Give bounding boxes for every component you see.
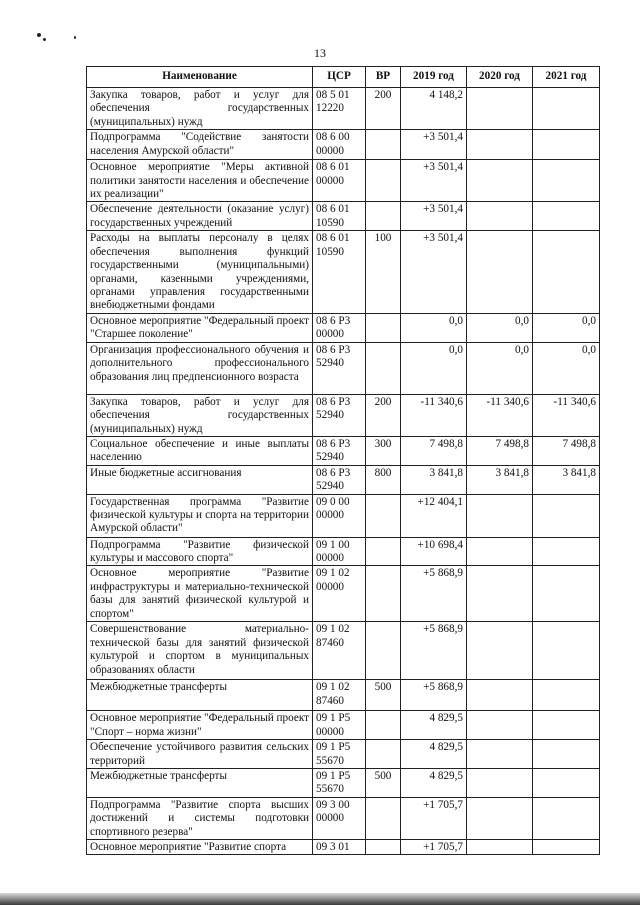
cell-2021: 0,0 xyxy=(533,342,600,394)
cell-2020 xyxy=(467,566,533,622)
cell-csr: 09 1 02 87460 xyxy=(313,680,366,711)
column-header-2020: 2020 год xyxy=(467,67,533,88)
cell-name: Обеспечение деятельности (оказание услуг) государственных учреждений xyxy=(87,202,313,231)
table-row xyxy=(87,537,600,566)
cell-vr xyxy=(366,840,401,855)
cell-2020 xyxy=(467,797,533,839)
cell-2021 xyxy=(533,202,600,231)
cell-2020: 3 841,8 xyxy=(467,465,533,494)
cell-2021 xyxy=(533,231,600,313)
cell-2021 xyxy=(533,160,600,202)
cell-2020 xyxy=(467,768,533,797)
table-row xyxy=(87,130,600,160)
cell-name: Основное мероприятие "Федеральный проект "Старшее поколение" xyxy=(87,313,313,342)
cell-vr xyxy=(366,313,401,342)
cell-csr: 08 6 01 10590 xyxy=(313,202,366,231)
cell-2021 xyxy=(533,622,600,680)
cell-2021 xyxy=(533,537,600,566)
cell-2019: 4 148,2 xyxy=(401,88,467,130)
scan-bottom-edge xyxy=(0,893,640,905)
cell-2019: -11 340,6 xyxy=(401,394,467,436)
cell-csr: 09 1 02 00000 xyxy=(313,566,366,622)
cell-vr: 200 xyxy=(366,88,401,130)
cell-csr: 08 6 P3 52940 xyxy=(313,465,366,494)
cell-name: Межбюджетные трансферты xyxy=(87,768,313,797)
table-row xyxy=(87,494,600,537)
cell-2021 xyxy=(533,711,600,740)
table-row xyxy=(87,231,600,313)
column-header-name: Наименование xyxy=(87,67,313,88)
cell-vr xyxy=(366,740,401,769)
cell-vr xyxy=(366,537,401,566)
cell-csr: 09 0 00 00000 xyxy=(313,494,366,537)
cell-vr xyxy=(366,342,401,394)
cell-name: Закупка товаров, работ и услуг для обеспечения государственных (муниципальных) нужд xyxy=(87,88,313,130)
cell-csr: 08 6 01 10590 xyxy=(313,231,366,313)
cell-csr: 09 1 P5 55670 xyxy=(313,768,366,797)
cell-name: Подпрограмма "Развитие физической культуры и массового спорта" xyxy=(87,537,313,566)
cell-csr: 09 1 02 87460 xyxy=(313,622,366,680)
cell-vr: 500 xyxy=(366,680,401,711)
cell-2021: 0,0 xyxy=(533,313,600,342)
cell-2021 xyxy=(533,768,600,797)
page-number: 13 xyxy=(314,46,326,60)
cell-vr xyxy=(366,566,401,622)
table-row xyxy=(87,768,600,797)
cell-vr xyxy=(366,202,401,231)
cell-2020 xyxy=(467,740,533,769)
cell-2021 xyxy=(533,797,600,839)
cell-vr: 800 xyxy=(366,465,401,494)
cell-csr: 08 6 P3 52940 xyxy=(313,342,366,394)
cell-name: Закупка товаров, работ и услуг для обеспечения государственных (муниципальных) нужд xyxy=(87,394,313,436)
cell-csr: 08 6 01 00000 xyxy=(313,160,366,202)
cell-vr xyxy=(366,494,401,537)
table-row xyxy=(87,160,600,202)
cell-2019: +5 868,9 xyxy=(401,622,467,680)
cell-vr: 100 xyxy=(366,231,401,313)
cell-csr: 09 3 00 00000 xyxy=(313,797,366,839)
column-header-2019: 2019 год xyxy=(401,67,467,88)
cell-2020 xyxy=(467,711,533,740)
cell-csr: 09 3 01 xyxy=(313,840,366,855)
cell-2020 xyxy=(467,88,533,130)
cell-2020 xyxy=(467,537,533,566)
cell-vr xyxy=(366,130,401,160)
cell-vr xyxy=(366,622,401,680)
cell-2019: +1 705,7 xyxy=(401,797,467,839)
cell-2019: +1 705,7 xyxy=(401,840,467,855)
cell-name: Основное мероприятие "Федеральный проект "Спорт – норма жизни" xyxy=(87,711,313,740)
table-header-row xyxy=(87,67,600,88)
cell-name: Совершенствование материально-технической базы для занятий физической культурой и спортом в муниципальных образованиях области xyxy=(87,622,313,680)
cell-csr: 08 6 P3 52940 xyxy=(313,394,366,436)
cell-name: Государственная программа "Развитие физической культуры и спорта на территории Амурской области" xyxy=(87,494,313,537)
column-header-csr: ЦСР xyxy=(313,67,366,88)
cell-2020 xyxy=(467,494,533,537)
cell-vr: 500 xyxy=(366,768,401,797)
table-row xyxy=(87,465,600,494)
cell-2019: +3 501,4 xyxy=(401,231,467,313)
cell-2021 xyxy=(533,88,600,130)
cell-2019: +5 868,9 xyxy=(401,566,467,622)
table-body xyxy=(87,88,600,855)
cell-2019: +10 698,4 xyxy=(401,537,467,566)
cell-csr: 09 1 P5 55670 xyxy=(313,740,366,769)
cell-2020: 0,0 xyxy=(467,313,533,342)
table-row xyxy=(87,797,600,839)
table-row xyxy=(87,740,600,769)
cell-csr: 08 6 P3 00000 xyxy=(313,313,366,342)
cell-2019: 0,0 xyxy=(401,313,467,342)
cell-2020: 7 498,8 xyxy=(467,436,533,465)
scan-speck xyxy=(74,36,76,39)
cell-2020 xyxy=(467,840,533,855)
cell-name: Обеспечение устойчивого развития сельских территорий xyxy=(87,740,313,769)
cell-vr: 300 xyxy=(366,436,401,465)
cell-2021 xyxy=(533,566,600,622)
table-row xyxy=(87,436,600,465)
cell-name: Подпрограмма "Содействие занятости населения Амурской области" xyxy=(87,130,313,160)
cell-2019: +3 501,4 xyxy=(401,160,467,202)
cell-2021: 3 841,8 xyxy=(533,465,600,494)
table-row xyxy=(87,313,600,342)
column-header-2021: 2021 год xyxy=(533,67,600,88)
cell-2019: 4 829,5 xyxy=(401,768,467,797)
cell-2019: +3 501,4 xyxy=(401,130,467,160)
cell-2021 xyxy=(533,740,600,769)
cell-csr: 09 1 00 00000 xyxy=(313,537,366,566)
cell-vr xyxy=(366,160,401,202)
cell-2019: +5 868,9 xyxy=(401,680,467,711)
cell-2019: 4 829,5 xyxy=(401,740,467,769)
cell-name: Основное мероприятие "Меры активной политики занятости населения и обеспечение их реализации" xyxy=(87,160,313,202)
table-row xyxy=(87,680,600,711)
cell-csr: 08 5 01 12220 xyxy=(313,88,366,130)
cell-csr: 09 1 P5 00000 xyxy=(313,711,366,740)
cell-csr: 08 6 00 00000 xyxy=(313,130,366,160)
cell-2021: 7 498,8 xyxy=(533,436,600,465)
budget-table xyxy=(86,66,600,855)
cell-name: Основное мероприятие "Развитие спорта xyxy=(87,840,313,855)
cell-name: Расходы на выплаты персоналу в целях обеспечения выполнения функций государственными (муниципальными) органами, казенными учреждениями, органами управления государственными внебюджетными фондами xyxy=(87,231,313,313)
cell-2019: 4 829,5 xyxy=(401,711,467,740)
cell-2021 xyxy=(533,680,600,711)
cell-name: Основное мероприятие "Развитие инфраструктуры и материально-технической базы для занятий физической культурой и спортом" xyxy=(87,566,313,622)
cell-name: Межбюджетные трансферты xyxy=(87,680,313,711)
cell-name: Подпрограмма "Развитие спорта высших достижений и системы подготовки спортивного резерва" xyxy=(87,797,313,839)
cell-2021 xyxy=(533,494,600,537)
table-row xyxy=(87,711,600,740)
cell-2019: +12 404,1 xyxy=(401,494,467,537)
cell-2020: -11 340,6 xyxy=(467,394,533,436)
cell-2019: +3 501,4 xyxy=(401,202,467,231)
cell-2019: 3 841,8 xyxy=(401,465,467,494)
table-row xyxy=(87,566,600,622)
cell-2019: 7 498,8 xyxy=(401,436,467,465)
scan-speck xyxy=(43,38,46,41)
cell-vr xyxy=(366,797,401,839)
cell-2021 xyxy=(533,840,600,855)
cell-name: Социальное обеспечение и иные выплаты населению xyxy=(87,436,313,465)
cell-name: Организация профессионального обучения и дополнительного профессионального образования лиц предпенсионного возраста xyxy=(87,342,313,394)
table-row xyxy=(87,394,600,436)
table-row xyxy=(87,88,600,130)
table-row xyxy=(87,202,600,231)
cell-2019: 0,0 xyxy=(401,342,467,394)
cell-2020 xyxy=(467,202,533,231)
cell-2020 xyxy=(467,231,533,313)
cell-2020 xyxy=(467,680,533,711)
cell-2020 xyxy=(467,160,533,202)
table-row xyxy=(87,622,600,680)
cell-name: Иные бюджетные ассигнования xyxy=(87,465,313,494)
cell-vr: 200 xyxy=(366,394,401,436)
cell-csr: 08 6 P3 52940 xyxy=(313,436,366,465)
cell-2021: -11 340,6 xyxy=(533,394,600,436)
column-header-vr: ВР xyxy=(366,67,401,88)
scan-speck xyxy=(37,33,41,37)
cell-2020: 0,0 xyxy=(467,342,533,394)
cell-vr xyxy=(366,711,401,740)
table-row xyxy=(87,840,600,855)
cell-2020 xyxy=(467,622,533,680)
table-row xyxy=(87,342,600,394)
cell-2021 xyxy=(533,130,600,160)
cell-2020 xyxy=(467,130,533,160)
